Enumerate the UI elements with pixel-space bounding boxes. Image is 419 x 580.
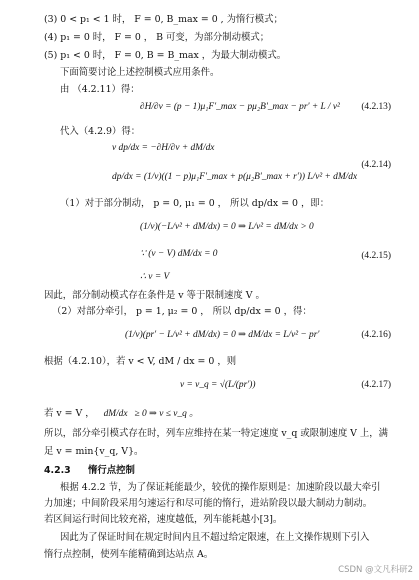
paragraph-coasting-1: 根据 4.2.2 节，为了保证耗能最少，较优的操作原则是：加速阶段以最大牵引 xyxy=(60,482,381,493)
case-partial-traction: （2）对部分牵引， p = 1, μ₂ = 0 ， 所以 dp/dx = 0 ，得： xyxy=(52,306,312,317)
section-heading xyxy=(44,465,135,477)
paragraph-coasting-5: 惰行点控制，使列车能精确到达站点 A。 xyxy=(44,549,214,560)
watermark-text: CSDN @文凡科研2 xyxy=(338,565,413,576)
equation-number-4-2-15: (4.2.15) xyxy=(361,251,391,261)
section-number: 4.2.3 xyxy=(44,465,71,476)
equation-4-2-15-line2: ∵ (v − V) dM/dx = 0 xyxy=(140,249,218,259)
equation-4-2-16: (1/v)(pr' − L/v² + dM/dx) = 0 ⇒ dM/dx = L/v² − pr' xyxy=(125,330,320,340)
dm-dx-fraction: dM/dx xyxy=(103,409,128,419)
paragraph-traction-conclusion: 所以，部分牵引模式存在时，列车应维持在某一特定速度 v_q 或限制速度 V 上，满 xyxy=(44,428,389,439)
case-partial-braking: （1）对于部分制动， p = 0, μ₁ = 0 ， 所以 dp/dx = 0 ，即： xyxy=(60,198,330,209)
mode-item-5: (5) p₁ < 0 时， F = 0, B = B_max ，为最大制动模式。 xyxy=(44,50,287,61)
paragraph-traction-min: 足 v = min{v_q, V}。 xyxy=(44,446,144,457)
if-v-equals-text: 若 v = V ， xyxy=(44,408,95,419)
equation-4-2-17: v = v_q = √(L/(pr')) xyxy=(180,380,256,390)
paragraph-intro: 下面简要讨论上述控制模式应用条件。 xyxy=(60,67,220,78)
section-title: 惰行点控制 xyxy=(87,465,135,476)
equation-4-2-14-line1: v dp/dx = −∂H/∂v + dM/dx xyxy=(112,143,215,153)
paragraph-substitute: 代入（4.2.9）得： xyxy=(60,126,141,137)
paragraph-coasting-4: 因此为了保证时间在规定时间内且不超过给定限速，在上文操作规则下引入 xyxy=(60,532,370,543)
paragraph-from: 由 （4.2.11）得： xyxy=(60,84,140,95)
equation-number-4-2-17: (4.2.17) xyxy=(361,380,391,390)
equation-4-2-15-line3: ∴ v = V xyxy=(140,272,170,282)
mode-item-4: (4) p₁ = 0 时， F = 0 ， B 可变，为部分制动模式； xyxy=(44,32,270,43)
mode-item-3: (3) 0 < p₁ < 1 时， F = 0, B_max = 0 , 为惰行模式； xyxy=(44,14,283,25)
paragraph-according: 根据（4.2.10），若 v < V, dM / dx = 0 ，则 xyxy=(44,356,237,367)
paragraph-coasting-2: 力加速；中间阶段采用匀速运行和尽可能的惰行，进站阶段以最大制动力制动。 xyxy=(44,498,373,509)
equation-4-2-13: ∂H/∂v = (p − 1)μ₁F'_max − pμ₂B'_max − pr' + L / v² xyxy=(140,102,340,112)
equation-4-2-14-line2: dp/dx = (1/v)((1 − p)μ₁F'_max + p(μ₂B'_max + r')) L/v² + dM/dx xyxy=(112,172,358,182)
equation-number-4-2-16: (4.2.16) xyxy=(361,330,391,340)
equation-number-4-2-14: (4.2.14) xyxy=(361,160,391,170)
inequality-text: ≥ 0 ⇒ v ≤ v_q 。 xyxy=(134,409,199,419)
equation-4-2-15-line1: (1/v)(−L/v² + dM/dx) = 0 ⇒ L/v² = dM/dx > 0 xyxy=(140,222,314,232)
paragraph-if-v-equals xyxy=(44,408,198,421)
paragraph-braking-condition: 因此，部分制动模式存在条件是 v 等于限制速度 V 。 xyxy=(44,290,265,301)
equation-number-4-2-13: (4.2.13) xyxy=(361,102,391,112)
paragraph-coasting-3: 若区间运行时间比较充裕，速度越低，列车能耗越小[3]。 xyxy=(44,514,283,525)
